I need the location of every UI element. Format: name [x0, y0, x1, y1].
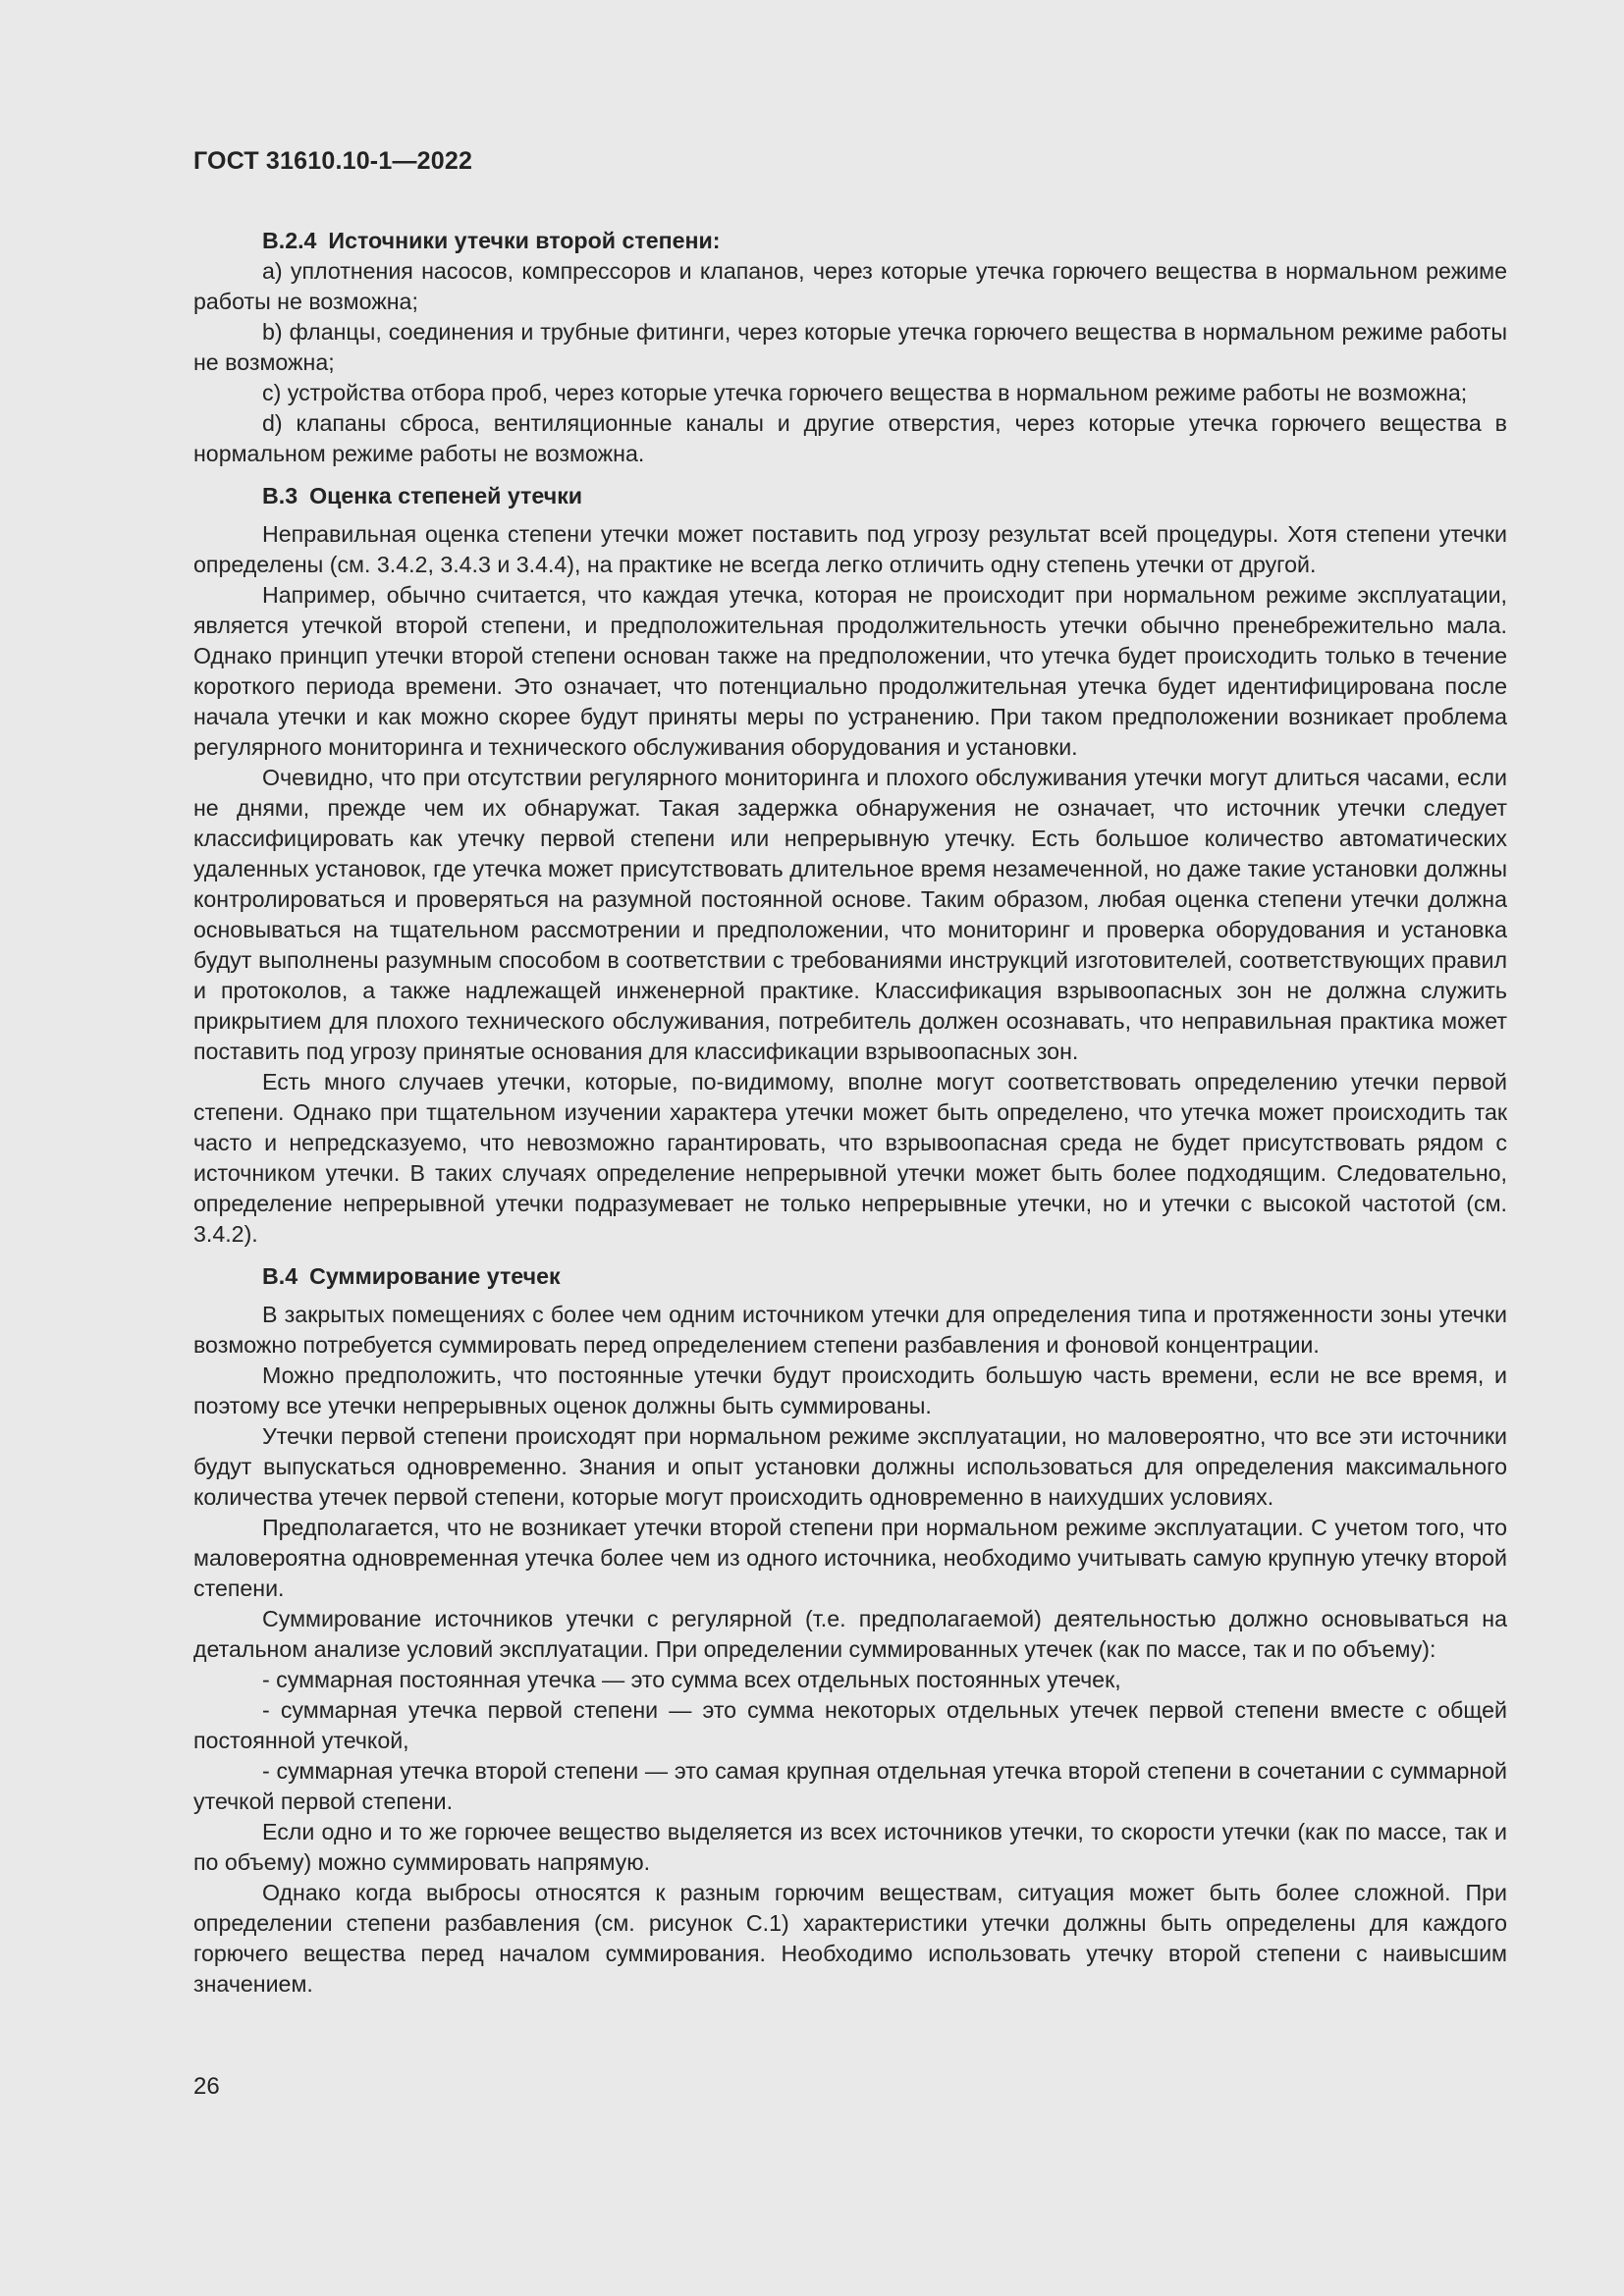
section-heading-b3: [193, 481, 1507, 511]
paragraph: Очевидно, что при отсутствии регулярного мониторинга и плохого обслуживания утечки могут длиться часами, если не днями, прежде чем их обнаружат. Такая задержка обнаружения не означает, что источник утечки следует классифицировать как утечку первой степени или непрерывную утечку. Есть большое количество автоматических удаленных установок, где утечка может присутствовать длительное время незамеченной, но даже такие установки должны контролироваться и проверяться на разумной постоянной основе. Таким образом, любая оценка степени утечки должна основываться на тщательном рассмотрении и предположении, что мониторинг и проверка оборудования и установка будут выполнены разумным способом в соответствии с требованиями инструкций изготовителей, соответствующих правил и протоколов, а также надлежащей инженерной практике. Классификация взрывоопасных зон не должна служить прикрытием для плохого технического обслуживания, потребитель должен осознавать, что неправильная практика может поставить под угрозу принятые основания для классификации взрывоопасных зон.: [193, 765, 1507, 1064]
list-item: c) устройства отбора проб, через которые утечка горючего вещества в нормальном режиме работы не возможна;: [262, 380, 1468, 405]
section-title: Источники утечки второй степени:: [328, 228, 721, 253]
paragraph: Суммирование источников утечки с регулярной (т.е. предполагаемой) деятельностью должно основываться на детальном анализе условий эксплуатации. При определении суммированных утечек (как по массе, так и по объему):: [193, 1606, 1507, 1662]
paragraph: Например, обычно считается, что каждая утечка, которая не происходит при нормальном режиме эксплуатации, является утечкой второй степени, и предположительная продолжительность утечки обычно пренебрежительно мала. Однако принцип утечки второй степени основан также на предположении, что утечка будет происходить только в течение короткого периода времени. Это означает, что потенциально продолжительная утечка будет идентифицирована после начала утечки и как можно скорее будут приняты меры по устранению. При таком предположении возникает проблема регулярного мониторинга и технического обслуживания оборудования и установки.: [193, 582, 1507, 760]
paragraph: Если одно и то же горючее вещество выделяется из всех источников утечки, то скорости утечки (как по массе, так и по объему) можно суммировать напрямую.: [193, 1819, 1507, 1875]
section-number: В.4: [262, 1263, 298, 1289]
list-item: a) уплотнения насосов, компрессоров и клапанов, через которые утечка горючего вещества в нормальном режиме работы не возможна;: [193, 258, 1507, 314]
paragraph: Неправильная оценка степени утечки может поставить под угрозу результат всей процедуры. Хотя степени утечки определены (см. 3.4.2, 3.4.3 и 3.4.4), на практике не всегда легко отличить одну степень утечки от другой.: [193, 521, 1507, 577]
page-number: 26: [193, 2073, 220, 2100]
paragraph: Однако когда выбросы относятся к разным горючим веществам, ситуация может быть более сложной. При определении степени разбавления (см. рисунок С.1) характеристики утечки должны быть определены для каждого горючего вещества перед началом суммирования. Необходимо использовать утечку второй степени с наивысшим значением.: [193, 1880, 1507, 1997]
section-number: В.3: [262, 483, 298, 508]
section-number: В.2.4: [262, 228, 317, 253]
list-item: d) клапаны сброса, вентиляционные каналы и другие отверстия, через которые утечка горючего вещества в нормальном режиме работы не возможна.: [193, 410, 1507, 466]
paragraph: В закрытых помещениях с более чем одним источником утечки для определения типа и протяженности зоны утечки возможно потребуется суммировать перед определением степени разбавления и фоновой концентрации.: [193, 1302, 1507, 1358]
list-item: b) фланцы, соединения и трубные фитинги, через которые утечка горючего вещества в нормальном режиме работы не возможна;: [193, 319, 1507, 375]
paragraph: Утечки первой степени происходят при нормальном режиме эксплуатации, но маловероятно, что все эти источники будут выпускаться одновременно. Знания и опыт установки должны использоваться для определения максимального количества утечек первой степени, которые могут происходить одновременно в наихудших условиях.: [193, 1423, 1507, 1510]
paragraph: Предполагается, что не возникает утечки второй степени при нормальном режиме эксплуатации. С учетом того, что маловероятна одновременная утечка более чем из одного источника, необходимо учитывать самую крупную утечку второй степени.: [193, 1515, 1507, 1601]
section-heading-b24: [193, 226, 1507, 256]
document-code-header: ГОСТ 31610.10-1—2022: [193, 147, 473, 175]
paragraph: Можно предположить, что постоянные утечки будут происходить большую часть времени, если не все время, и поэтому все утечки непрерывных оценок должны быть суммированы.: [193, 1362, 1507, 1418]
document-body: [193, 226, 1507, 2000]
list-item: - суммарная утечка первой степени — это сумма некоторых отдельных утечек первой степени вместе с общей постоянной утечкой,: [193, 1697, 1507, 1753]
list-item: - суммарная утечка второй степени — это самая крупная отдельная утечка второй степени в сочетании с суммарной утечкой первой степени.: [193, 1758, 1507, 1814]
list-item: - суммарная постоянная утечка — это сумма всех отдельных постоянных утечек,: [262, 1667, 1121, 1692]
section-title: Суммирование утечек: [309, 1263, 561, 1289]
section-title: Оценка степеней утечки: [309, 483, 583, 508]
section-heading-b4: [193, 1261, 1507, 1292]
paragraph: Есть много случаев утечки, которые, по-видимому, вполне могут соответствовать определению утечки первой степени. Однако при тщательном изучении характера утечки может быть определено, что утечка может происходить так часто и непредсказуемо, что невозможно гарантировать, что взрывоопасная среда не будет присутствовать рядом с источником утечки. В таких случаях определение непрерывной утечки может быть более подходящим. Следовательно, определение непрерывной утечки подразумевает не только непрерывные утечки, но и утечки с высокой частотой (см. 3.4.2).: [193, 1069, 1507, 1247]
